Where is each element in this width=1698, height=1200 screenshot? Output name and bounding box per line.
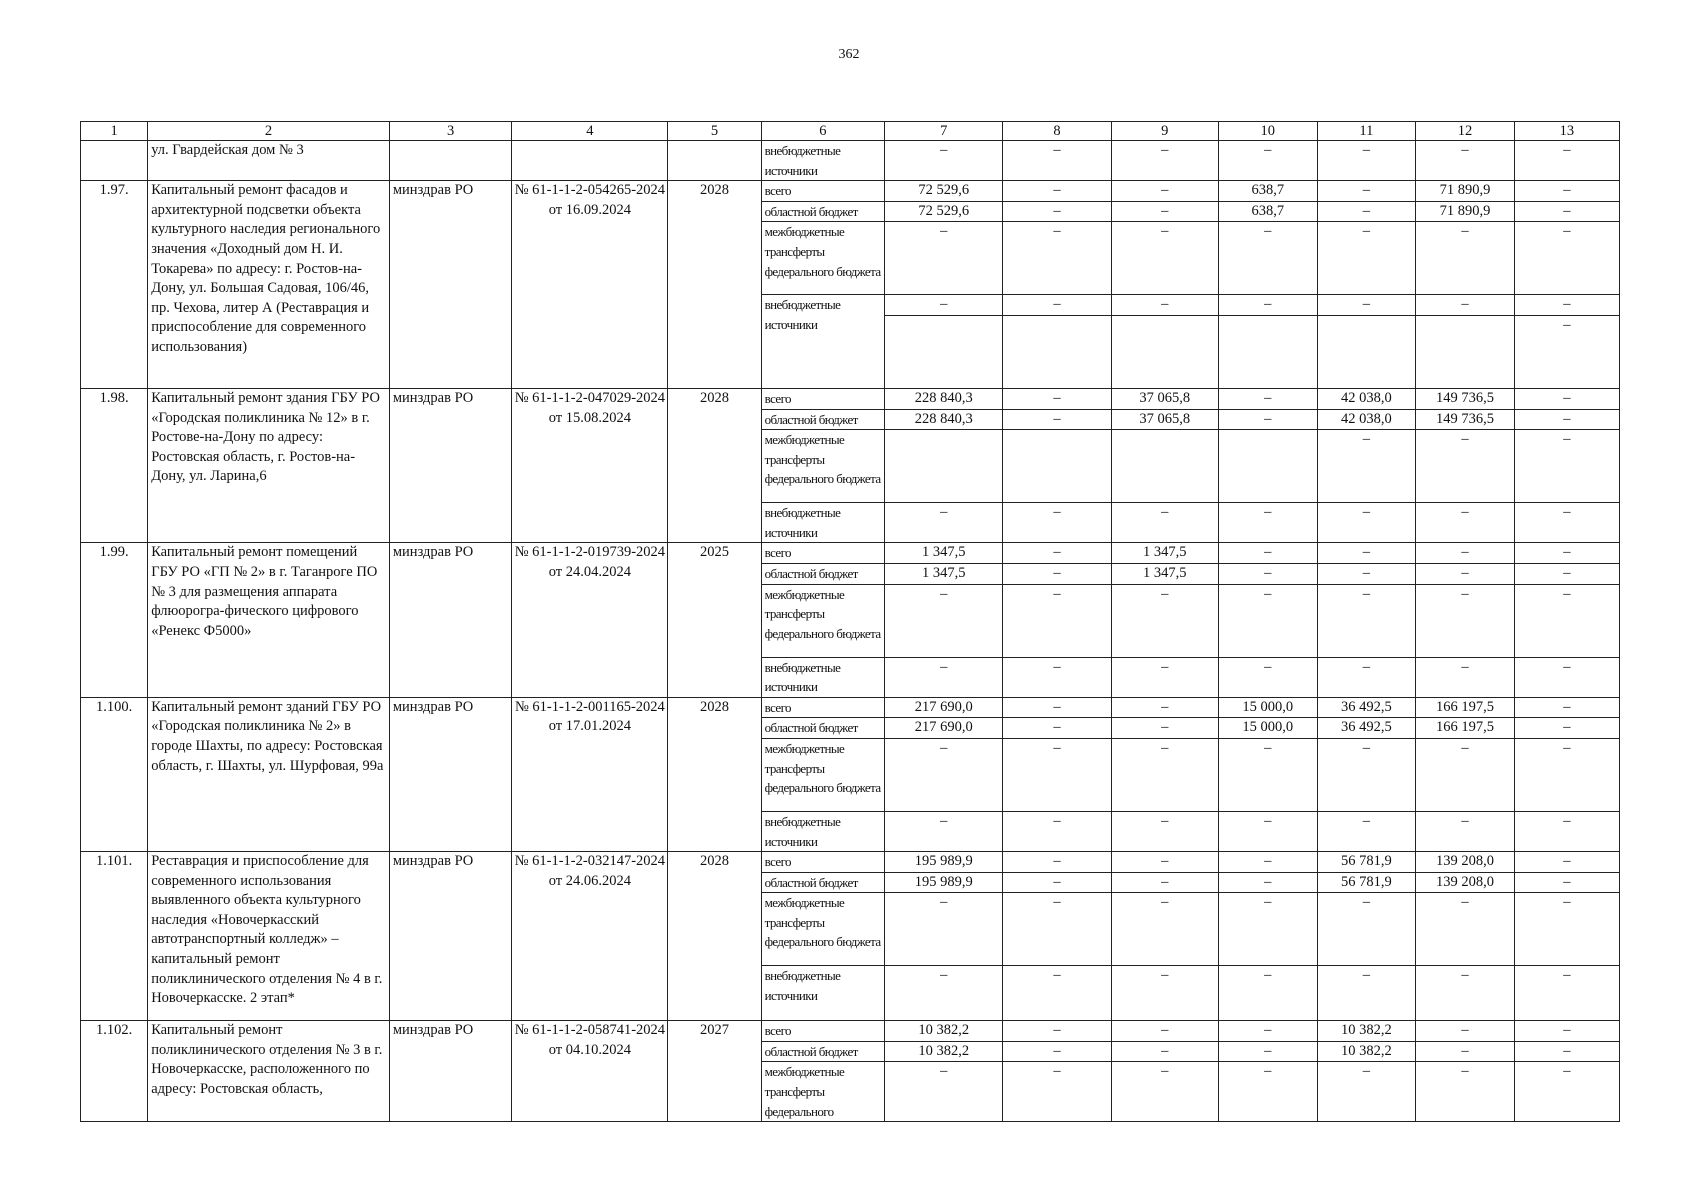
value-cell: 638,7 [1218, 181, 1317, 202]
value-cell: 36 492,5 [1317, 718, 1416, 739]
funding-source: межбюджетные трансферты федерального бюджета [761, 893, 885, 966]
value-cell: – [1111, 852, 1218, 873]
value-cell: – [1111, 697, 1218, 718]
completion-year: 2028 [668, 697, 761, 851]
table-row [81, 181, 1620, 202]
completion-year: 2028 [668, 181, 761, 389]
funding-source: областной бюджет [761, 563, 885, 584]
value-cell: 42 038,0 [1317, 388, 1416, 409]
value-cell: – [1317, 141, 1416, 181]
value-cell: – [1514, 409, 1619, 430]
funding-source: областной бюджет [761, 872, 885, 893]
object-name: Капитальный ремонт зданий ГБУ РО «Городская поликлиника № 2» в городе Шахты, по адресу: Ростовская область, г. Шахты, ул. Шурфовая, 99а [148, 697, 390, 851]
value-cell: – [1218, 852, 1317, 873]
funding-source: внебюджетные источники [761, 966, 885, 1021]
budget-table [80, 121, 1620, 1122]
value-cell: – [1003, 222, 1111, 295]
value-cell: 56 781,9 [1317, 872, 1416, 893]
value-cell: 166 197,5 [1416, 718, 1515, 739]
funding-source: внебюджетные источники [761, 295, 885, 389]
agency: минздрав РО [389, 1021, 511, 1122]
value-cell: – [885, 584, 1003, 657]
value-cell: – [1111, 966, 1218, 1021]
value-cell: – [1111, 1062, 1218, 1122]
value-cell: – [1514, 584, 1619, 657]
value-cell: – [1416, 811, 1515, 851]
value-cell: – [885, 503, 1003, 543]
value-cell: – [1218, 543, 1317, 564]
value-cell: – [1416, 966, 1515, 1021]
entry-number: 1.97. [81, 181, 148, 389]
value-cell: – [1218, 503, 1317, 543]
value-cell: – [1111, 503, 1218, 543]
value-cell: – [1416, 563, 1515, 584]
object-name: Капитальный ремонт фасадов и архитектурной подсветки объекта культурного наследия регионального значения «Доходный дом Н. И. Токарева» по адресу: г. Ростов-на-Дону, ул. Большая Садовая, 106/46, пр. Чехова, литер А (Реставрация и приспособление для современного использования) [148, 181, 390, 389]
value-cell: – [1514, 697, 1619, 718]
value-cell: – [1111, 1041, 1218, 1062]
value-cell: – [1416, 657, 1515, 697]
document-number: № 61-1-1-2-032147-2024 от 24.06.2024 [512, 852, 668, 1021]
value-cell: – [1317, 657, 1416, 697]
header-row [81, 122, 1620, 141]
value-cell: – [1416, 430, 1515, 503]
value-cell: – [1111, 1021, 1218, 1042]
completion-year: 2025 [668, 543, 761, 697]
completion-year: 2028 [668, 852, 761, 1021]
table-row [81, 852, 1620, 873]
value-cell: 139 208,0 [1416, 852, 1515, 873]
value-cell: – [1317, 563, 1416, 584]
value-cell: 1 347,5 [1111, 563, 1218, 584]
value-cell: – [885, 738, 1003, 811]
value-cell: – [1416, 893, 1515, 966]
value-cell: 10 382,2 [885, 1021, 1003, 1042]
value-cell: – [1416, 295, 1515, 316]
funding-source: всего [761, 543, 885, 564]
value-cell: – [1111, 738, 1218, 811]
value-cell: – [1514, 388, 1619, 409]
value-cell: – [1317, 584, 1416, 657]
value-cell: 71 890,9 [1416, 201, 1515, 222]
agency: минздрав РО [389, 181, 511, 389]
value-cell: – [1003, 657, 1111, 697]
continued-source: внебюджетные источники [761, 141, 885, 181]
funding-source: областной бюджет [761, 201, 885, 222]
value-cell: – [1514, 141, 1619, 181]
value-cell: 37 065,8 [1111, 409, 1218, 430]
value-cell: – [1317, 222, 1416, 295]
value-cell [1003, 315, 1111, 388]
column-header: 7 [885, 122, 1003, 141]
column-header: 5 [668, 122, 761, 141]
agency: минздрав РО [389, 388, 511, 542]
value-cell: – [1416, 543, 1515, 564]
value-cell: – [1317, 201, 1416, 222]
value-cell: – [885, 141, 1003, 181]
funding-source: внебюджетные источники [761, 811, 885, 851]
value-cell: – [1514, 872, 1619, 893]
funding-source: всего [761, 1021, 885, 1042]
value-cell: – [1003, 1041, 1111, 1062]
table-body [81, 122, 1620, 1122]
value-cell: 36 492,5 [1317, 697, 1416, 718]
value-cell: – [1111, 222, 1218, 295]
value-cell: 10 382,2 [1317, 1021, 1416, 1042]
value-cell: – [1514, 718, 1619, 739]
value-cell: – [1416, 584, 1515, 657]
value-cell: 217 690,0 [885, 718, 1003, 739]
value-cell: – [1416, 141, 1515, 181]
value-cell: – [1218, 738, 1317, 811]
value-cell: – [1514, 811, 1619, 851]
column-header: 11 [1317, 122, 1416, 141]
value-cell: – [1317, 430, 1416, 503]
value-cell [885, 315, 1003, 388]
value-cell: 56 781,9 [1317, 852, 1416, 873]
value-cell: – [1218, 872, 1317, 893]
value-cell: – [1317, 1062, 1416, 1122]
value-cell: – [1514, 430, 1619, 503]
value-cell: – [885, 1062, 1003, 1122]
column-header: 12 [1416, 122, 1515, 141]
value-cell: – [885, 811, 1003, 851]
value-cell: – [1003, 543, 1111, 564]
value-cell: – [885, 893, 1003, 966]
table-row [81, 543, 1620, 564]
value-cell: 1 347,5 [1111, 543, 1218, 564]
entry-number: 1.98. [81, 388, 148, 542]
value-cell: 1 347,5 [885, 563, 1003, 584]
object-name: Капитальный ремонт помещений ГБУ РО «ГП № 2» в г. Таганроге ПО № 3 для размещения аппарата флюорогра-фического цифрового «Ренекс Ф5000» [148, 543, 390, 697]
document-number: № 61-1-1-2-058741-2024 от 04.10.2024 [512, 1021, 668, 1122]
value-cell: 15 000,0 [1218, 718, 1317, 739]
value-cell: – [1003, 811, 1111, 851]
value-cell: 71 890,9 [1416, 181, 1515, 202]
value-cell: – [885, 222, 1003, 295]
funding-source: всего [761, 181, 885, 202]
value-cell: – [1111, 718, 1218, 739]
value-cell: – [1111, 181, 1218, 202]
value-cell: 228 840,3 [885, 409, 1003, 430]
value-cell: – [1514, 222, 1619, 295]
value-cell: 217 690,0 [885, 697, 1003, 718]
value-cell: – [1317, 181, 1416, 202]
value-cell: – [1416, 738, 1515, 811]
funding-source: межбюджетные трансферты федерального бюджета [761, 584, 885, 657]
continued-num [81, 141, 148, 181]
column-header: 4 [512, 122, 668, 141]
value-cell: – [1111, 584, 1218, 657]
value-cell: – [1514, 1041, 1619, 1062]
completion-year: 2027 [668, 1021, 761, 1122]
value-cell: – [1218, 141, 1317, 181]
value-cell: – [1218, 409, 1317, 430]
value-cell: – [885, 966, 1003, 1021]
value-cell: 638,7 [1218, 201, 1317, 222]
value-cell: – [1317, 811, 1416, 851]
value-cell [1003, 430, 1111, 503]
value-cell: – [1218, 388, 1317, 409]
value-cell: – [1111, 872, 1218, 893]
value-cell: – [1416, 1062, 1515, 1122]
funding-source: всего [761, 388, 885, 409]
value-cell: – [1514, 563, 1619, 584]
page-number: 362 [838, 47, 860, 62]
value-cell: – [1003, 295, 1111, 316]
document-number: № 61-1-1-2-047029-2024 от 15.08.2024 [512, 388, 668, 542]
value-cell: – [885, 657, 1003, 697]
value-cell: – [1317, 966, 1416, 1021]
value-cell: 42 038,0 [1317, 409, 1416, 430]
value-cell [1111, 430, 1218, 503]
value-cell: – [1218, 1021, 1317, 1042]
value-cell: – [1003, 181, 1111, 202]
value-cell: – [1003, 1021, 1111, 1042]
object-name: Капитальный ремонт здания ГБУ РО «Городская поликлиника № 12» в г. Ростове-на-Дону по адресу: Ростовская область, г. Ростов-на-Дону, ул. Ларина,6 [148, 388, 390, 542]
value-cell: – [1111, 893, 1218, 966]
value-cell: – [1514, 852, 1619, 873]
entry-number: 1.99. [81, 543, 148, 697]
agency: минздрав РО [389, 852, 511, 1021]
value-cell: – [1003, 738, 1111, 811]
continued-row [81, 141, 1620, 181]
value-cell [1317, 315, 1416, 388]
completion-year: 2028 [668, 388, 761, 542]
value-cell: – [1514, 543, 1619, 564]
funding-source: межбюджетные трансферты федерального бюджета [761, 430, 885, 503]
value-cell: – [1514, 657, 1619, 697]
funding-source: областной бюджет [761, 718, 885, 739]
value-cell: – [1317, 295, 1416, 316]
entry-number: 1.101. [81, 852, 148, 1021]
entry-number: 1.102. [81, 1021, 148, 1122]
value-cell: 228 840,3 [885, 388, 1003, 409]
value-cell: – [1317, 543, 1416, 564]
value-cell: – [1218, 1041, 1317, 1062]
value-cell: – [1003, 966, 1111, 1021]
value-cell: – [1003, 409, 1111, 430]
value-cell: – [1218, 295, 1317, 316]
value-cell: – [1218, 657, 1317, 697]
value-cell: – [1218, 584, 1317, 657]
funding-source: межбюджетные трансферты федерального [761, 1062, 885, 1122]
funding-source: межбюджетные трансферты федерального бюджета [761, 222, 885, 295]
value-cell: – [1218, 222, 1317, 295]
value-cell: – [1003, 697, 1111, 718]
value-cell [1218, 315, 1317, 388]
value-cell: – [1003, 584, 1111, 657]
column-header: 6 [761, 122, 885, 141]
funding-source: внебюджетные источники [761, 657, 885, 697]
value-cell: – [1514, 1021, 1619, 1042]
value-cell: – [1317, 503, 1416, 543]
value-cell: – [1514, 893, 1619, 966]
value-cell: – [1218, 1062, 1317, 1122]
value-cell: – [1003, 201, 1111, 222]
value-cell: 10 382,2 [885, 1041, 1003, 1062]
value-cell [885, 430, 1003, 503]
value-cell: 139 208,0 [1416, 872, 1515, 893]
value-cell: – [1514, 181, 1619, 202]
value-cell: – [1003, 1062, 1111, 1122]
document-number: № 61-1-1-2-019739-2024 от 24.04.2024 [512, 543, 668, 697]
value-cell: – [1514, 315, 1619, 388]
value-cell: – [1111, 201, 1218, 222]
value-cell: – [1111, 141, 1218, 181]
column-header: 1 [81, 122, 148, 141]
funding-source: всего [761, 852, 885, 873]
value-cell: – [1003, 872, 1111, 893]
value-cell [1218, 430, 1317, 503]
value-cell: – [1514, 966, 1619, 1021]
table-row [81, 388, 1620, 409]
value-cell: – [1218, 563, 1317, 584]
object-name: Реставрация и приспособление для современного использования выявленного объекта культурного наследия «Новочеркасский автотранспортный колледж» – капитальный ремонт поликлинического отделения № 4 в г. Новочеркасске. 2 этап* [148, 852, 390, 1021]
value-cell: – [1003, 563, 1111, 584]
table-row [81, 1021, 1620, 1042]
value-cell: – [1416, 1041, 1515, 1062]
value-cell: – [1003, 852, 1111, 873]
table-row [81, 697, 1620, 718]
value-cell: – [1003, 388, 1111, 409]
value-cell: – [1003, 893, 1111, 966]
entry-number: 1.100. [81, 697, 148, 851]
object-name: Капитальный ремонт поликлинического отделения № 3 в г. Новочеркасске, расположенного по адресу: Ростовская область, [148, 1021, 390, 1122]
column-header: 8 [1003, 122, 1111, 141]
funding-source: внебюджетные источники [761, 503, 885, 543]
value-cell: – [1218, 966, 1317, 1021]
value-cell: – [1003, 141, 1111, 181]
value-cell: 72 529,6 [885, 181, 1003, 202]
column-header: 13 [1514, 122, 1619, 141]
column-header: 2 [148, 122, 390, 141]
value-cell: – [1218, 893, 1317, 966]
value-cell: – [1514, 503, 1619, 543]
value-cell: 166 197,5 [1416, 697, 1515, 718]
value-cell: 37 065,8 [1111, 388, 1218, 409]
document-number: № 61-1-1-2-001165-2024 от 17.01.2024 [512, 697, 668, 851]
value-cell: – [885, 295, 1003, 316]
value-cell: 149 736,5 [1416, 388, 1515, 409]
column-header: 10 [1218, 122, 1317, 141]
value-cell: 1 347,5 [885, 543, 1003, 564]
value-cell [1416, 315, 1515, 388]
value-cell: – [1416, 503, 1515, 543]
value-cell: 195 989,9 [885, 852, 1003, 873]
value-cell: – [1111, 295, 1218, 316]
value-cell: – [1514, 738, 1619, 811]
funding-source: межбюджетные трансферты федерального бюджета [761, 738, 885, 811]
value-cell: 149 736,5 [1416, 409, 1515, 430]
funding-source: областной бюджет [761, 409, 885, 430]
continued-name: ул. Гвардейская дом № 3 [148, 141, 390, 181]
agency: минздрав РО [389, 697, 511, 851]
value-cell: 10 382,2 [1317, 1041, 1416, 1062]
value-cell: – [1317, 893, 1416, 966]
value-cell: – [1514, 201, 1619, 222]
value-cell: 15 000,0 [1218, 697, 1317, 718]
agency: минздрав РО [389, 543, 511, 697]
value-cell: – [1317, 738, 1416, 811]
value-cell: – [1111, 657, 1218, 697]
document-number: № 61-1-1-2-054265-2024 от 16.09.2024 [512, 181, 668, 389]
value-cell: – [1514, 1062, 1619, 1122]
value-cell [1111, 315, 1218, 388]
value-cell: 195 989,9 [885, 872, 1003, 893]
column-header: 9 [1111, 122, 1218, 141]
funding-source: всего [761, 697, 885, 718]
funding-source: областной бюджет [761, 1041, 885, 1062]
value-cell: – [1218, 811, 1317, 851]
value-cell: – [1003, 718, 1111, 739]
value-cell: – [1514, 295, 1619, 316]
value-cell: – [1416, 222, 1515, 295]
column-header: 3 [389, 122, 511, 141]
value-cell: – [1416, 1021, 1515, 1042]
value-cell: – [1111, 811, 1218, 851]
value-cell: – [1003, 503, 1111, 543]
value-cell: 72 529,6 [885, 201, 1003, 222]
